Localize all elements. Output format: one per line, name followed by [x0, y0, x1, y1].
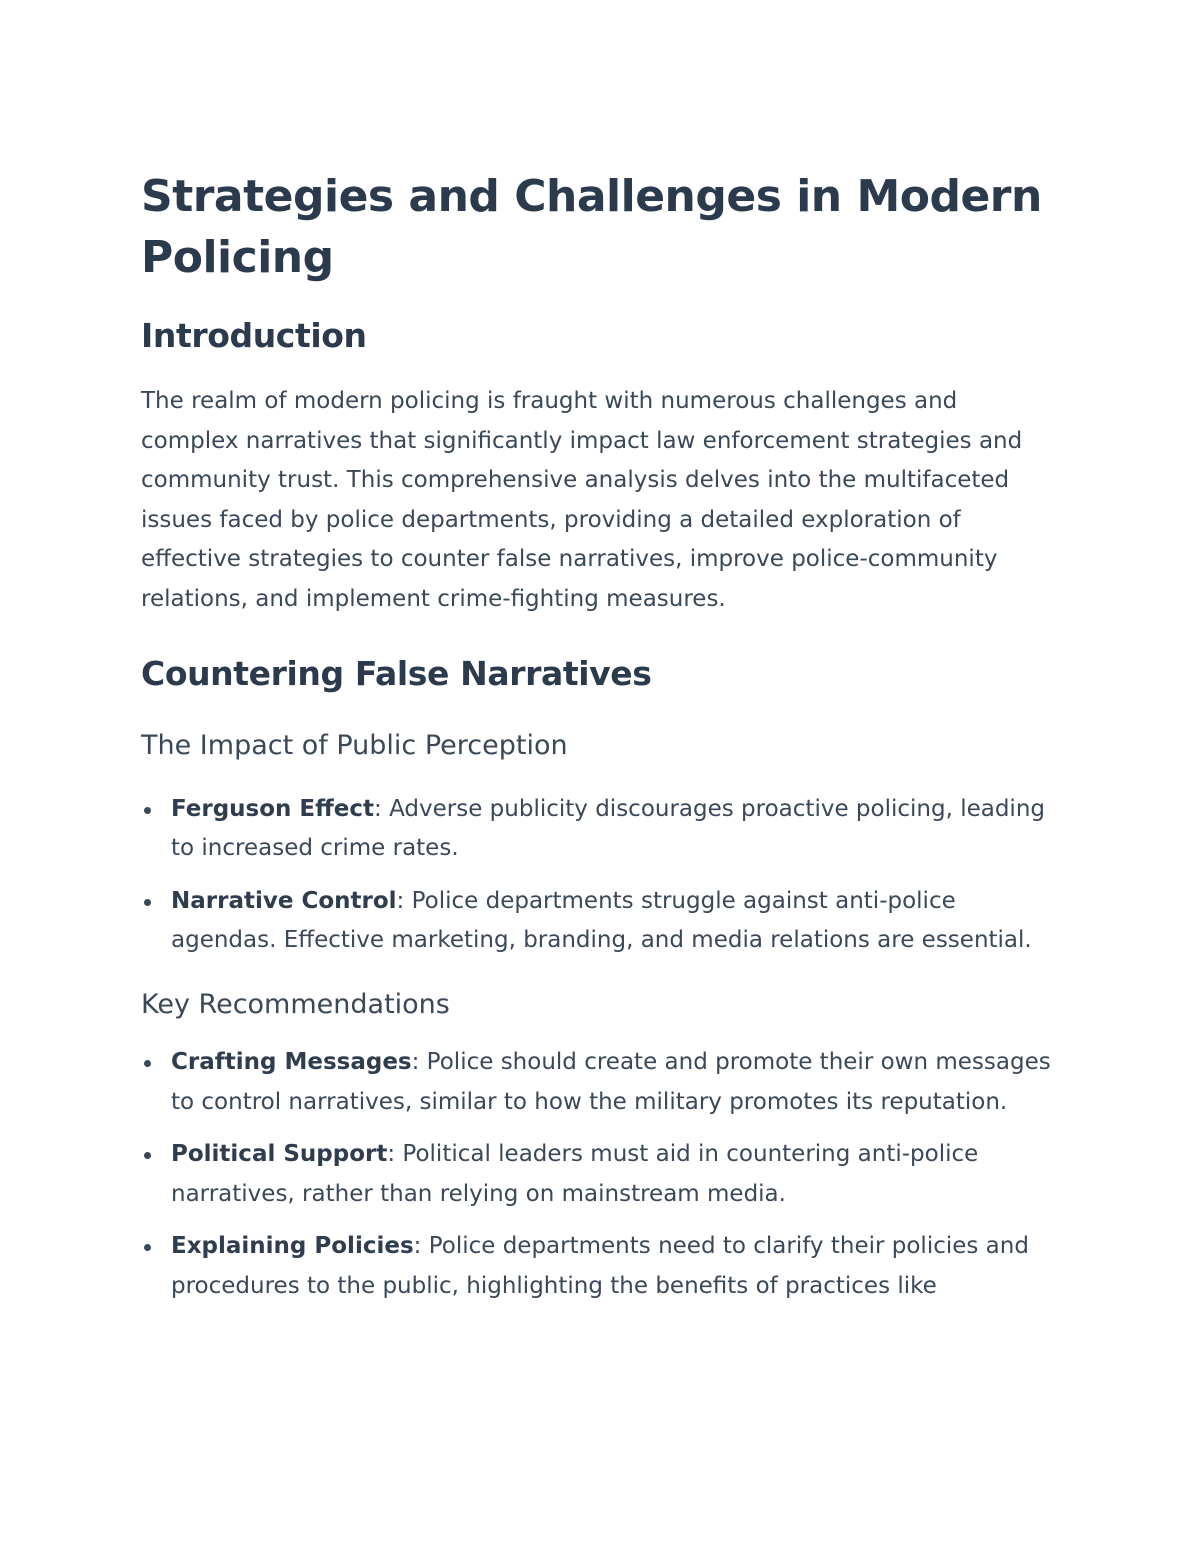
- key-recommendations-heading: Key Recommendations: [141, 988, 450, 1020]
- bullet-icon: [144, 899, 151, 906]
- document-page: [141, 166, 1051, 1307]
- list-item-text: : Political leaders must aid in countering anti-police narratives, rather than relying on mainstream media.: [171, 1141, 979, 1207]
- list-item: [141, 882, 1051, 961]
- list-item: [141, 790, 1051, 869]
- key-recommendations-list: [141, 1043, 1051, 1307]
- bullet-icon: [144, 807, 151, 814]
- countering-false-narratives-heading: Countering False Narratives: [141, 653, 652, 693]
- list-item-term: Ferguson Effect: [171, 795, 375, 822]
- bullet-icon: [144, 1152, 151, 1159]
- bullet-icon: [144, 1244, 151, 1251]
- list-item-text: : Police departments struggle against anti-police agendas. Effective marketing, branding, and media relations are essential.: [171, 887, 1032, 954]
- public-perception-list: [141, 790, 1051, 961]
- list-item-term: Explaining Policies: [171, 1233, 414, 1260]
- list-item: [141, 1043, 1051, 1122]
- list-item-term: Narrative Control: [171, 887, 397, 914]
- list-item-term: Crafting Messages: [171, 1048, 412, 1075]
- list-item: [141, 1135, 1051, 1214]
- list-item: [141, 1227, 1051, 1306]
- list-item-text: : Police should create and promote their own messages to control narratives, similar to how the military promotes its reputation.: [171, 1048, 1051, 1115]
- introduction-heading: Introduction: [141, 316, 367, 355]
- list-item-term: Political Support: [171, 1141, 388, 1168]
- bullet-icon: [144, 1060, 151, 1067]
- list-item-text: : Adverse publicity discourages proactive policing, leading to increased crime rates.: [171, 795, 1045, 862]
- document-title: Strategies and Challenges in Modern Policing: [141, 171, 1042, 283]
- introduction-paragraph: The realm of modern policing is fraught with numerous challenges and complex narratives that significantly impact law enforcement strategies and community trust. This comprehensive analysis delves into the multifaceted issues faced by police departments, providing a detailed exploration of effective strategies to counter false narratives, improve police-community relations, and implement crime-fighting measures.: [141, 388, 1023, 612]
- list-item-text: : Police departments need to clarify their policies and procedures to the public, highlighting the benefits of practices like: [171, 1233, 1029, 1299]
- public-perception-heading: The Impact of Public Perception: [141, 729, 568, 761]
